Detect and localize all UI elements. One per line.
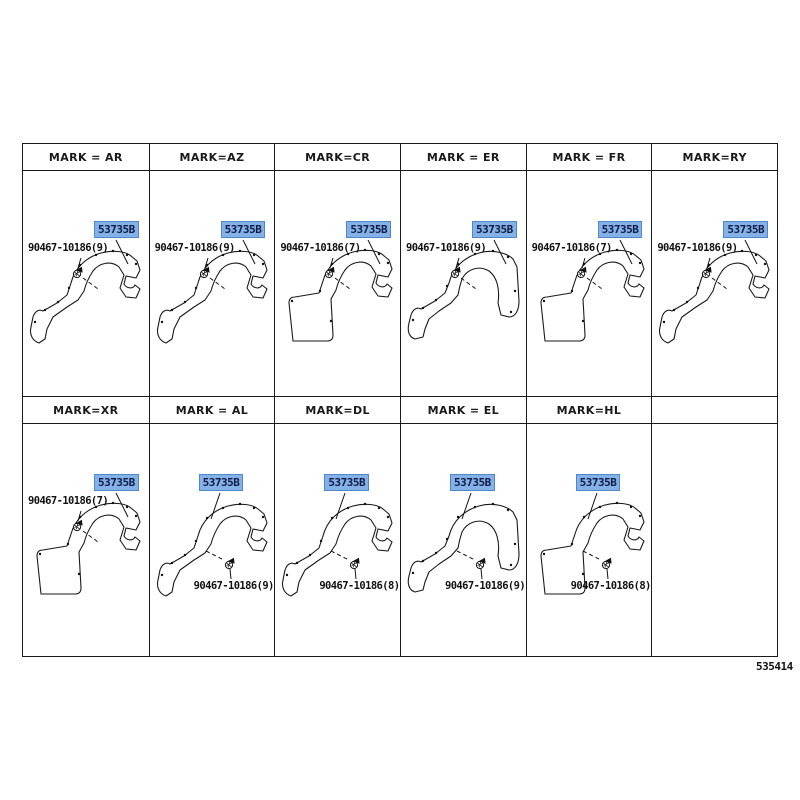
part-ref-53735b[interactable]: 53735B — [472, 221, 517, 238]
fender-liner-outline — [157, 250, 267, 343]
fastener-part-number: 90467-10186(9) — [444, 580, 526, 592]
diagram-cell-er — [400, 171, 526, 396]
mark-header-hl: MARK=HL — [526, 397, 652, 423]
fender-liner-outline — [660, 250, 770, 343]
diagram-cell-ry — [651, 171, 777, 396]
fender-liner-drawing — [527, 171, 652, 396]
mark-header-ry: MARK=RY — [651, 144, 777, 170]
diagram-cell-hl — [526, 424, 652, 656]
mark-header-al: MARK = AL — [149, 397, 275, 423]
diagram-cell-el — [400, 424, 526, 656]
fastener-part-number: 90467-10186(9) — [657, 242, 738, 254]
fender-liner-drawing — [401, 171, 526, 396]
fastener-part-number: 90467-10186(9) — [28, 242, 109, 254]
header-row-1 — [23, 144, 777, 171]
fender-liner-drawing — [652, 171, 777, 396]
diagram-cell-cr — [274, 171, 400, 396]
part-ref-53735b[interactable]: 53735B — [450, 474, 495, 491]
fender-liner-drawing — [275, 424, 400, 655]
diagram-row-1 — [23, 171, 777, 397]
fender-liner-drawing — [275, 171, 400, 396]
part-ref-53735b[interactable]: 53735B — [723, 221, 768, 238]
fender-liner-drawing — [150, 424, 275, 655]
mark-header-ar: MARK = AR — [48, 150, 123, 164]
part-ref-53735b[interactable]: 53735B — [199, 474, 244, 491]
mark-header-az: MARK=AZ — [149, 144, 275, 170]
parts-variant-table — [22, 143, 778, 657]
fender-liner-outline — [541, 249, 644, 341]
fender-liner-drawing — [23, 424, 149, 651]
fender-liner-outline — [408, 503, 519, 592]
fastener-part-number: 90467-10186(7) — [28, 495, 109, 507]
mark-header-dl: MARK=DL — [274, 397, 400, 423]
part-ref-53735b[interactable]: 53735B — [94, 474, 139, 491]
fender-liner-outline — [289, 249, 392, 341]
fender-liner-drawing — [23, 171, 149, 396]
fender-liner-outline — [30, 250, 140, 343]
mark-header-empty — [651, 397, 777, 423]
header-row-2 — [23, 397, 777, 424]
fastener-part-number: 90467-10186(7) — [280, 242, 361, 254]
fastener-part-number: 90467-10186(8) — [319, 580, 400, 592]
part-ref-53735b[interactable]: 53735B — [94, 221, 139, 238]
mark-header-el: MARK = EL — [400, 397, 526, 423]
diagram-cell-xr — [23, 424, 149, 656]
fastener-part-number: 90467-10186(9) — [405, 242, 487, 254]
fender-liner-drawing — [150, 171, 275, 396]
diagram-row-2 — [23, 424, 777, 656]
figure-code: 535414 — [756, 660, 793, 673]
fender-liner-drawing — [527, 424, 652, 655]
fender-liner-drawing — [401, 424, 526, 655]
mark-header-cr: MARK=CR — [274, 144, 400, 170]
diagram-cell-az — [149, 171, 275, 396]
fender-liner-outline — [37, 502, 140, 594]
diagram-cell-fr — [526, 171, 652, 396]
mark-header-er: MARK = ER — [400, 144, 526, 170]
fastener-part-number: 90467-10186(9) — [154, 242, 235, 254]
fastener-part-number: 90467-10186(8) — [570, 580, 651, 592]
mark-header-fr: MARK = FR — [526, 144, 652, 170]
part-ref-53735b[interactable]: 53735B — [576, 474, 621, 491]
part-ref-53735b[interactable]: 53735B — [324, 474, 369, 491]
diagram-cell-dl — [274, 424, 400, 656]
part-ref-53735b[interactable]: 53735B — [346, 221, 391, 238]
part-ref-53735b[interactable]: 53735B — [221, 221, 266, 238]
fastener-part-number: 90467-10186(9) — [193, 580, 274, 592]
fender-liner-outline — [408, 250, 519, 339]
diagram-cell-empty — [651, 424, 777, 656]
diagram-cell-ar — [23, 171, 149, 396]
part-ref-53735b[interactable]: 53735B — [598, 221, 643, 238]
mark-header-xr: MARK=XR — [53, 403, 119, 417]
fastener-part-number: 90467-10186(7) — [531, 242, 612, 254]
diagram-cell-al — [149, 424, 275, 656]
